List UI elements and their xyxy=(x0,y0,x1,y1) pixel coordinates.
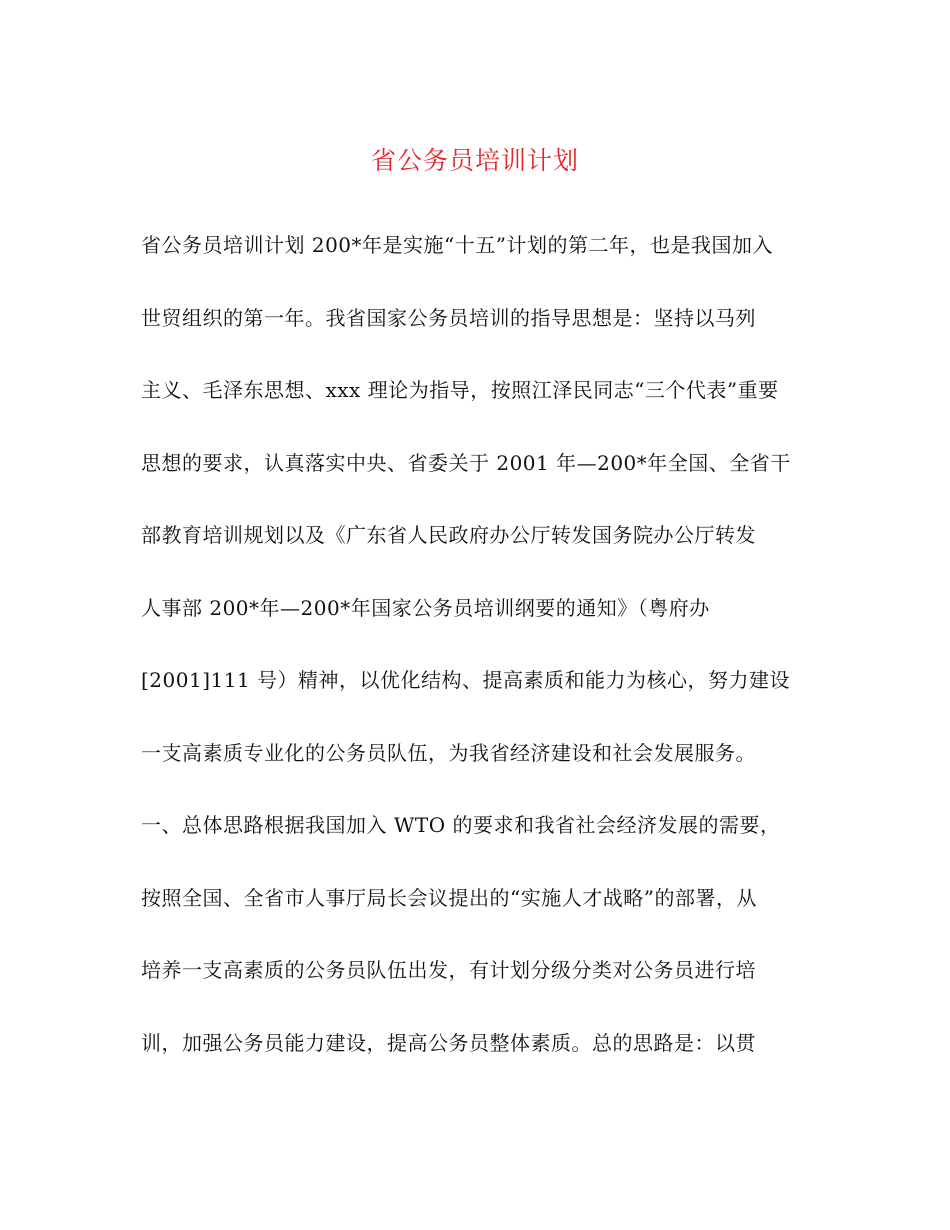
body-line: 部教育培训规划以及《广东省人民政府办公厅转发国务院办公厅转发 xyxy=(141,523,756,547)
body-line: 一、总体思路根据我国加入 WTO 的要求和我省社会经济发展的需要， xyxy=(141,813,781,837)
document-title: 省公务员培训计划 xyxy=(370,146,579,175)
body-line: 一支高素质专业化的公务员队伍，为我省经济建设和社会发展服务。 xyxy=(141,740,756,765)
body-line: 省公务员培训计划 200*年是实施“十五”计划的第二年，也是我国加入 xyxy=(141,233,773,257)
body-line: 思想的要求，认真落实中央、省委关于 2001 年—200*年全国、全省干 xyxy=(141,450,791,475)
body-line: [2001]111 号）精神，以优化结构、提高素质和能力为核心，努力建设 xyxy=(141,668,791,692)
body-line: 训，加强公务员能力建设，提高公务员整体素质。总的思路是：以贯 xyxy=(141,1030,756,1055)
body-line: 培养一支高素质的公务员队伍出发，有计划分级分类对公务员进行培 xyxy=(141,958,756,982)
body-line: 人事部 200*年—200*年国家公务员培训纲要的通知》（粤府办 xyxy=(141,595,710,620)
body-line: 按照全国、全省市人事厅局长会议提出的“实施人才战略”的部署，从 xyxy=(141,885,757,910)
body-line: 世贸组织的第一年。我省国家公务员培训的指导思想是：坚持以马列 xyxy=(141,305,756,330)
body-line: 主义、毛泽东思想、xxx 理论为指导，按照江泽民同志“三个代表”重要 xyxy=(141,378,779,402)
document-body xyxy=(141,222,821,1092)
